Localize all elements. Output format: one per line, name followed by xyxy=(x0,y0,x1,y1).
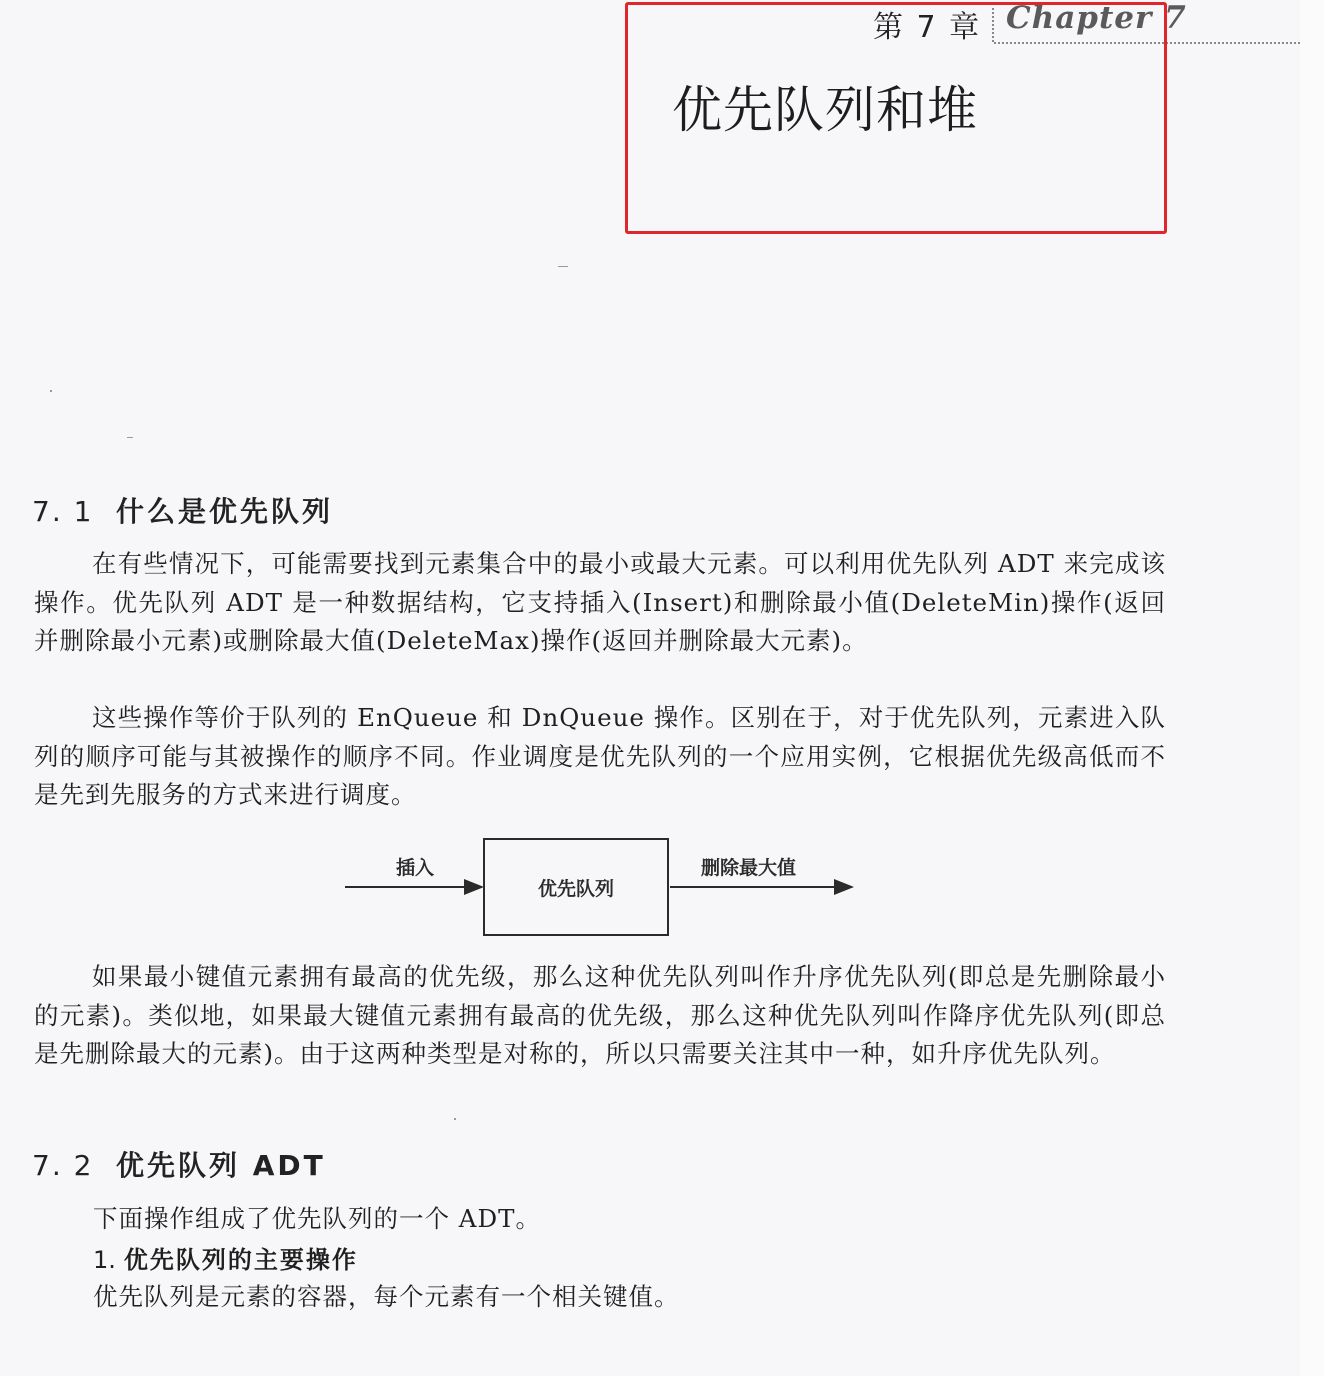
paragraph-2: 这些操作等价于队列的 EnQueue 和 DnQueue 操作。区别在于，对于优先队列，元素进入队列的顺序可能与其被操作的顺序不同。作业调度是优先队列的一个应用实例，它根据优先级高低而不是先到先服务的方式来进行调度。 xyxy=(34,703,1166,809)
chapter-script-logo: Chapter 7 xyxy=(1006,0,1187,36)
scan-speck xyxy=(127,437,133,438)
section-title: 什么是优先队列 xyxy=(116,495,334,528)
section-number: 7. 1 xyxy=(32,495,94,528)
red-highlight-box xyxy=(625,2,1167,234)
subsection-title: 优先队列的主要操作 xyxy=(123,1246,358,1274)
section-heading-7-2 xyxy=(32,1144,326,1184)
insert-label: 插入 xyxy=(396,857,435,879)
scan-speck xyxy=(50,390,52,392)
section-title: 优先队列 ADT xyxy=(116,1149,326,1182)
paragraph-3: 如果最小键值元素拥有最高的优先级，那么这种优先队列叫作升序优先队列(即总是先删除最小的元素)。类似地，如果最大键值元素拥有最高的优先级，那么这种优先队列叫作降序优先队列(即总是先删除最大的元素)。由于这两种类型是对称的，所以只需要关注其中一种，如升序优先队列。 xyxy=(34,962,1166,1068)
delete-max-label: 删除最大值 xyxy=(701,857,797,879)
section-heading-7-1 xyxy=(32,490,333,530)
page-margin-strip xyxy=(1300,0,1324,1376)
priority-queue-box: 优先队列 xyxy=(483,838,669,936)
section-number: 7. 2 xyxy=(32,1149,94,1182)
paragraph-1: 在有些情况下，可能需要找到元素集合中的最小或最大元素。可以利用优先队列 ADT 来完成该操作。优先队列 ADT 是一种数据结构，它支持插入(Insert)和删除最小值(DeleteMin)操作(返回并删除最小元素)或删除最大值(DeleteMax)操作(返回并删除最大元素)。 xyxy=(34,549,1166,655)
scan-speck xyxy=(454,1118,456,1120)
chapter-label: 第 7 章 xyxy=(873,10,982,45)
subsection-number: 1. xyxy=(93,1246,116,1274)
section-7-2-intro: 下面操作组成了优先队列的一个 ADT。 xyxy=(93,1204,541,1233)
chapter-title: 优先队列和堆 xyxy=(672,81,978,139)
subsection-heading xyxy=(93,1240,358,1275)
subsection-text: 优先队列是元素的容器，每个元素有一个相关键值。 xyxy=(93,1282,680,1311)
scan-speck xyxy=(558,266,568,267)
